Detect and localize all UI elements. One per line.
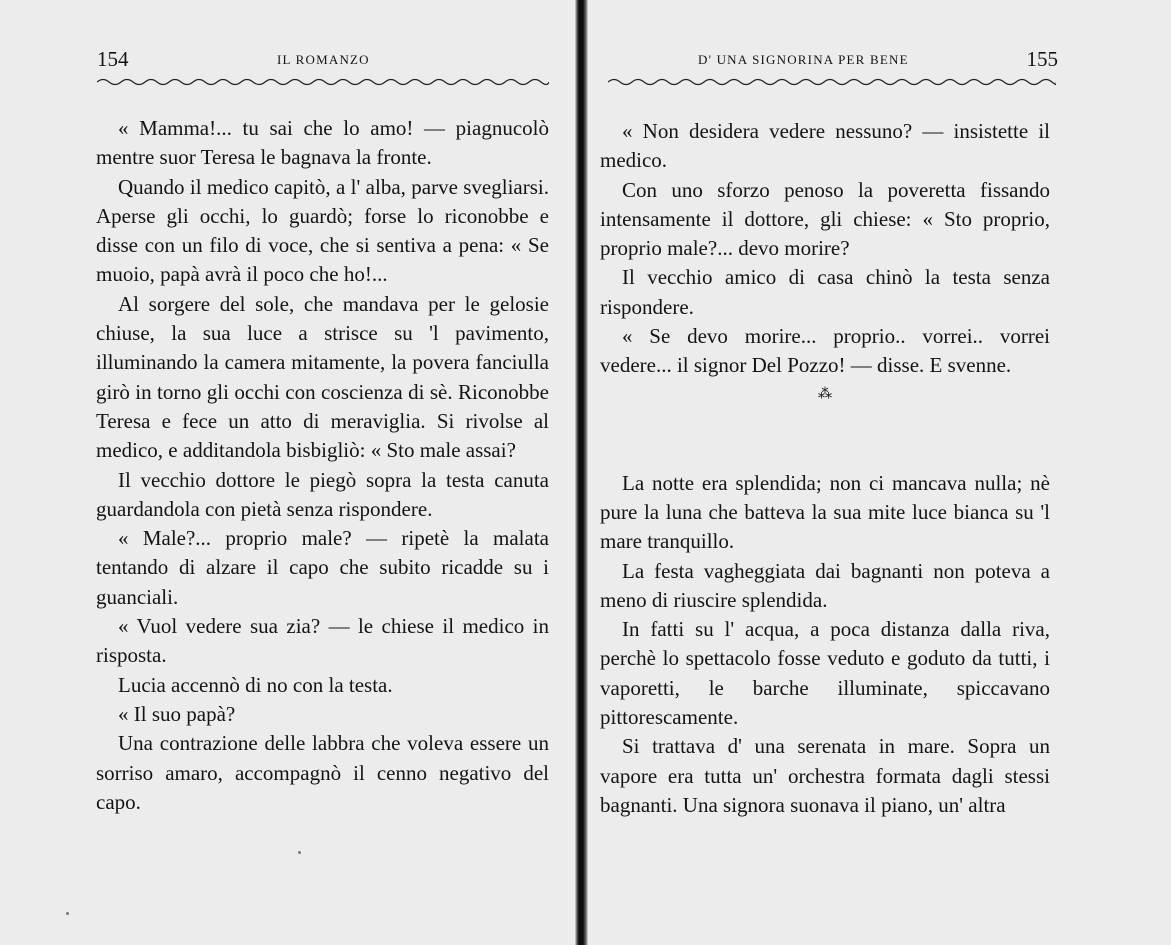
paragraph: « Male?... proprio male? — ripetè la malata tentando di alzare il capo che subito ricadde su i guanciali. [96, 526, 549, 609]
right-running-title: D' UNA SIGNORINA PER BENE [698, 52, 909, 67]
left-page [0, 0, 575, 945]
paragraph: Lucia accennò di no con la testa. [118, 672, 393, 697]
paragraph: In fatti su l' acqua, a poca distanza dalla riva, perchè lo spettacolo fosse veduto e goduto da tutti, i vaporetti, le barche illuminate, spiccavano pittorescamente. [600, 617, 1050, 730]
right-wavy-rule [608, 75, 1056, 89]
print-speck [298, 851, 301, 854]
paragraph: Il vecchio dottore le piegò sopra la testa canuta guardandola con pietà senza rispondere. [96, 467, 549, 521]
paragraph: Una contrazione delle labbra che voleva essere un sorriso amaro, accompagnò il cenno negativo del capo. [96, 731, 549, 814]
paragraph: « Mamma!... tu sai che lo amo! — piagnucolò mentre suor Teresa le bagnava la fronte. [96, 116, 549, 170]
right-page [588, 0, 1171, 945]
asterism-glyph: ⁂ [818, 386, 832, 402]
paragraph: La festa vagheggiata dai bagnanti non poteva a meno di riuscire splendida. [600, 558, 1050, 612]
right-page-number: 155 [1026, 47, 1058, 71]
left-page-number: 154 [97, 47, 129, 71]
paragraph: Il vecchio amico di casa chinò la testa senza rispondere. [600, 265, 1050, 319]
left-wavy-rule [97, 75, 549, 89]
left-page-body [96, 114, 549, 817]
right-page-header [698, 46, 1058, 72]
right-page-body [600, 117, 1050, 820]
paragraph: Al sorgere del sole, che mandava per le gelosie chiuse, la sua luce a strisce su 'l pavimento, illuminando la camera mitamente, la povera fanciulla girò in torno gli occhi con coscienza di sè. Riconobbe Teresa e fece un atto di meraviglia. Si rivolse al medico, e additandola bisbigliò: « Sto male assai? [96, 291, 549, 463]
paragraph: Con uno sforzo penoso la poveretta fissando intensamente il dottore, gli chiese: « Sto proprio, proprio male?... devo morire? [600, 177, 1050, 261]
book-gutter [575, 0, 588, 945]
paragraph: « Non desidera vedere nessuno? — insistette il medico. [600, 119, 1050, 173]
paragraph: Si trattava d' una serenata in mare. Sopra un vapore era tutta un' orchestra formata dagli stessi bagnanti. Una signora suonava il piano, un' altra [600, 734, 1050, 817]
paragraph: « Se devo morire... proprio.. vorrei.. vorrei vedere... il signor Del Pozzo! — disse. E svenne. [600, 324, 1050, 378]
left-page-header [97, 46, 547, 72]
paragraph: Quando il medico capitò, a l' alba, parve svegliarsi. Aperse gli occhi, lo guardò; forse lo riconobbe e disse con un filo di voce, che si sentiva a pena: « Se muoio, papà avrà il poco che ho!... [96, 174, 549, 287]
section-break-asterism [600, 381, 1050, 469]
paragraph: La notte era splendida; non ci mancava nulla; nè pure la luna che batteva la sua mite luce bianca su 'l mare tranquillo. [600, 470, 1050, 554]
paragraph: « Vuol vedere sua zia? — le chiese il medico in risposta. [96, 614, 549, 668]
paragraph: « Il suo papà? [118, 701, 236, 726]
left-running-title: IL ROMANZO [277, 52, 370, 67]
print-speck [66, 912, 69, 915]
